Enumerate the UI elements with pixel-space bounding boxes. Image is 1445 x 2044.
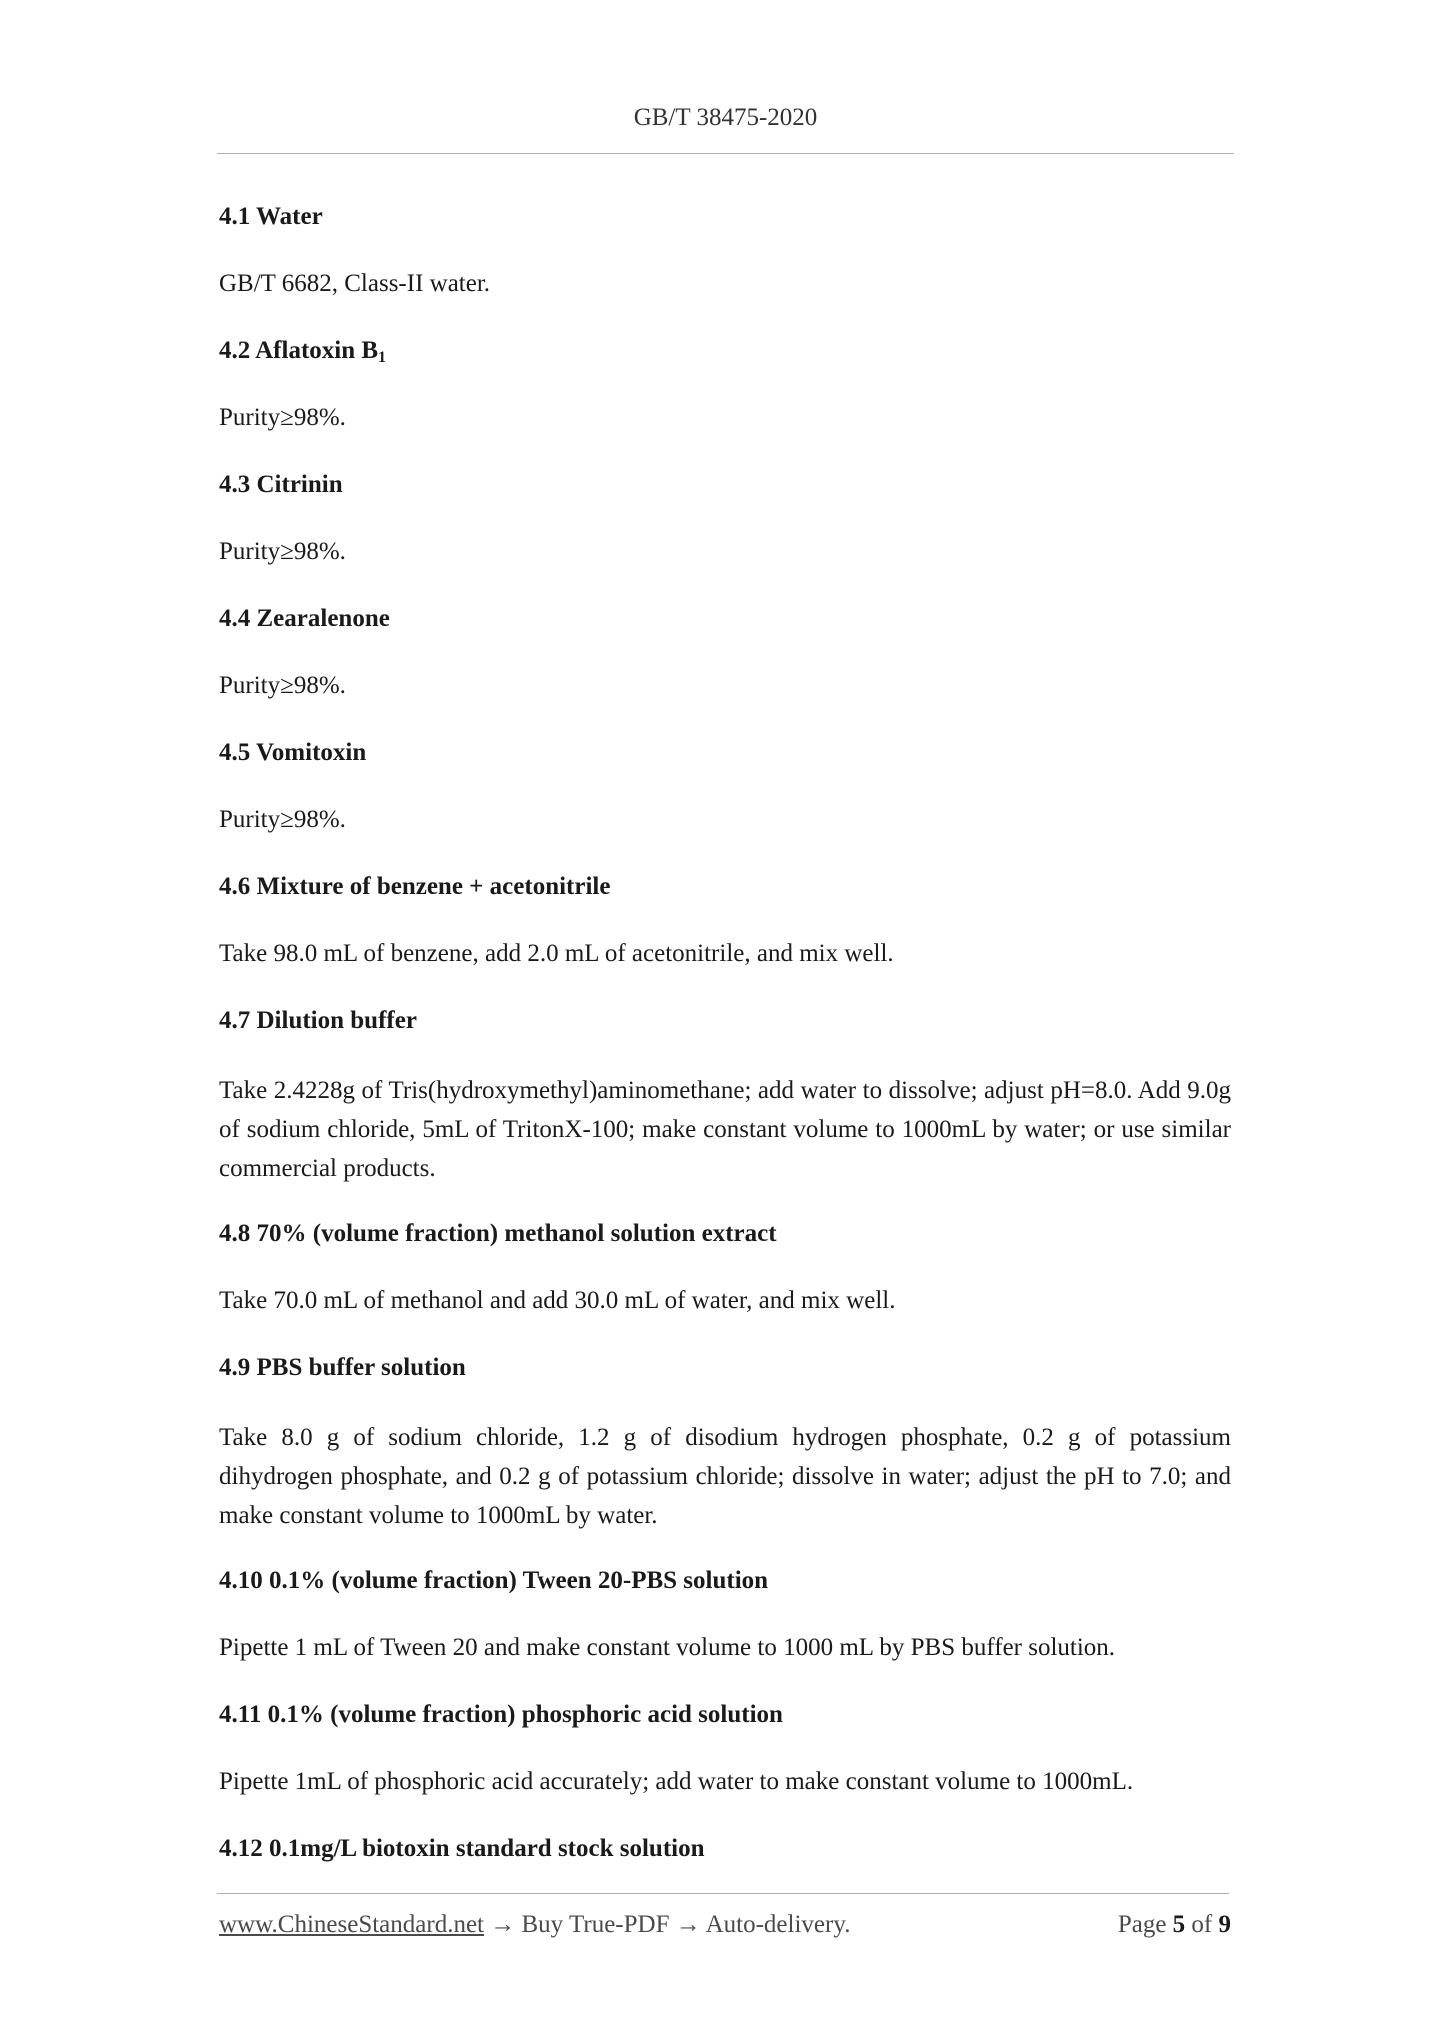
page-total: 9: [1218, 1911, 1231, 1938]
page-number: [1118, 1911, 1231, 1939]
section-text-4-7: Take 2.4228g of Tris(hydroxymethyl)aminomethane; add water to dissolve; adjust pH=8.0. Add 9.0g of sodium chloride, 5mL of TritonX-100; make constant volume to 1000mL by water; or use similar commercial products.: [219, 1077, 1231, 1182]
section-heading-4-2-text: 4.2 Aflatoxin B: [219, 337, 379, 364]
section-text-4-2: Purity≥98%.: [219, 404, 346, 431]
section-heading-4-12: 4.12 0.1mg/L biotoxin standard stock solution: [219, 1835, 705, 1862]
buy-true-pdf-text: Buy True-PDF: [521, 1911, 670, 1938]
section-text-4-11: Pipette 1mL of phosphoric acid accurately; add water to make constant volume to 1000mL.: [219, 1768, 1134, 1795]
section-heading-4-1: 4.1 Water: [219, 203, 323, 230]
section-text-4-3: Purity≥98%.: [219, 538, 346, 565]
section-text-4-6: Take 98.0 mL of benzene, add 2.0 mL of acetonitrile, and mix well.: [219, 940, 894, 967]
section-heading-4-3: 4.3 Citrinin: [219, 471, 343, 498]
page-current: 5: [1172, 1911, 1186, 1938]
section-text-4-8: Take 70.0 mL of methanol and add 30.0 mL of water, and mix well.: [219, 1287, 896, 1314]
subscript-1: 1: [378, 349, 387, 366]
section-heading-4-11: 4.11 0.1% (volume fraction) phosphoric acid solution: [219, 1701, 783, 1728]
page-label: Page: [1117, 1911, 1167, 1938]
section-heading-4-8: 4.8 70% (volume fraction) methanol solution extract: [219, 1220, 777, 1247]
section-heading-4-2: [219, 334, 1231, 368]
section-heading-4-7: 4.7 Dilution buffer: [219, 1007, 417, 1034]
auto-delivery-text: Auto-delivery.: [705, 1911, 851, 1938]
section-heading-4-10: 4.10 0.1% (volume fraction) Tween 20-PBS solution: [219, 1567, 769, 1594]
arrow-right-icon: →: [490, 1911, 516, 1938]
section-text-4-4: Purity≥98%.: [219, 672, 346, 699]
section-heading-4-5: 4.5 Vomitoxin: [219, 739, 367, 766]
section-heading-4-4: 4.4 Zearalenone: [219, 605, 390, 632]
page-footer: [219, 1911, 1231, 1939]
section-heading-4-6: 4.6 Mixture of benzene + acetonitrile: [219, 873, 611, 900]
section-text-4-5: Purity≥98%.: [219, 806, 346, 833]
chinesestandard-link[interactable]: www.ChineseStandard.net: [219, 1911, 484, 1938]
section-text-4-9: Take 8.0 g of sodium chloride, 1.2 g of disodium hydrogen phosphate, 0.2 g of potassium dihydrogen phosphate, and 0.2 g of potassium chloride; dissolve in water; adjust the pH to 7.0; and make constant volume to 1000mL by water.: [219, 1424, 1231, 1529]
footer-divider: [217, 1893, 1229, 1894]
section-text-4-1: GB/T 6682, Class-II water.: [219, 270, 491, 297]
page-header: GB/T 38475-2020: [633, 104, 818, 131]
section-heading-4-9: 4.9 PBS buffer solution: [219, 1354, 466, 1381]
page-of: of: [1191, 1911, 1213, 1938]
header-divider: [217, 153, 1234, 154]
section-text-4-10: Pipette 1 mL of Tween 20 and make constant volume to 1000 mL by PBS buffer solution.: [219, 1634, 1116, 1661]
document-body: [219, 200, 1231, 1899]
arrow-right-icon: →: [675, 1911, 701, 1938]
